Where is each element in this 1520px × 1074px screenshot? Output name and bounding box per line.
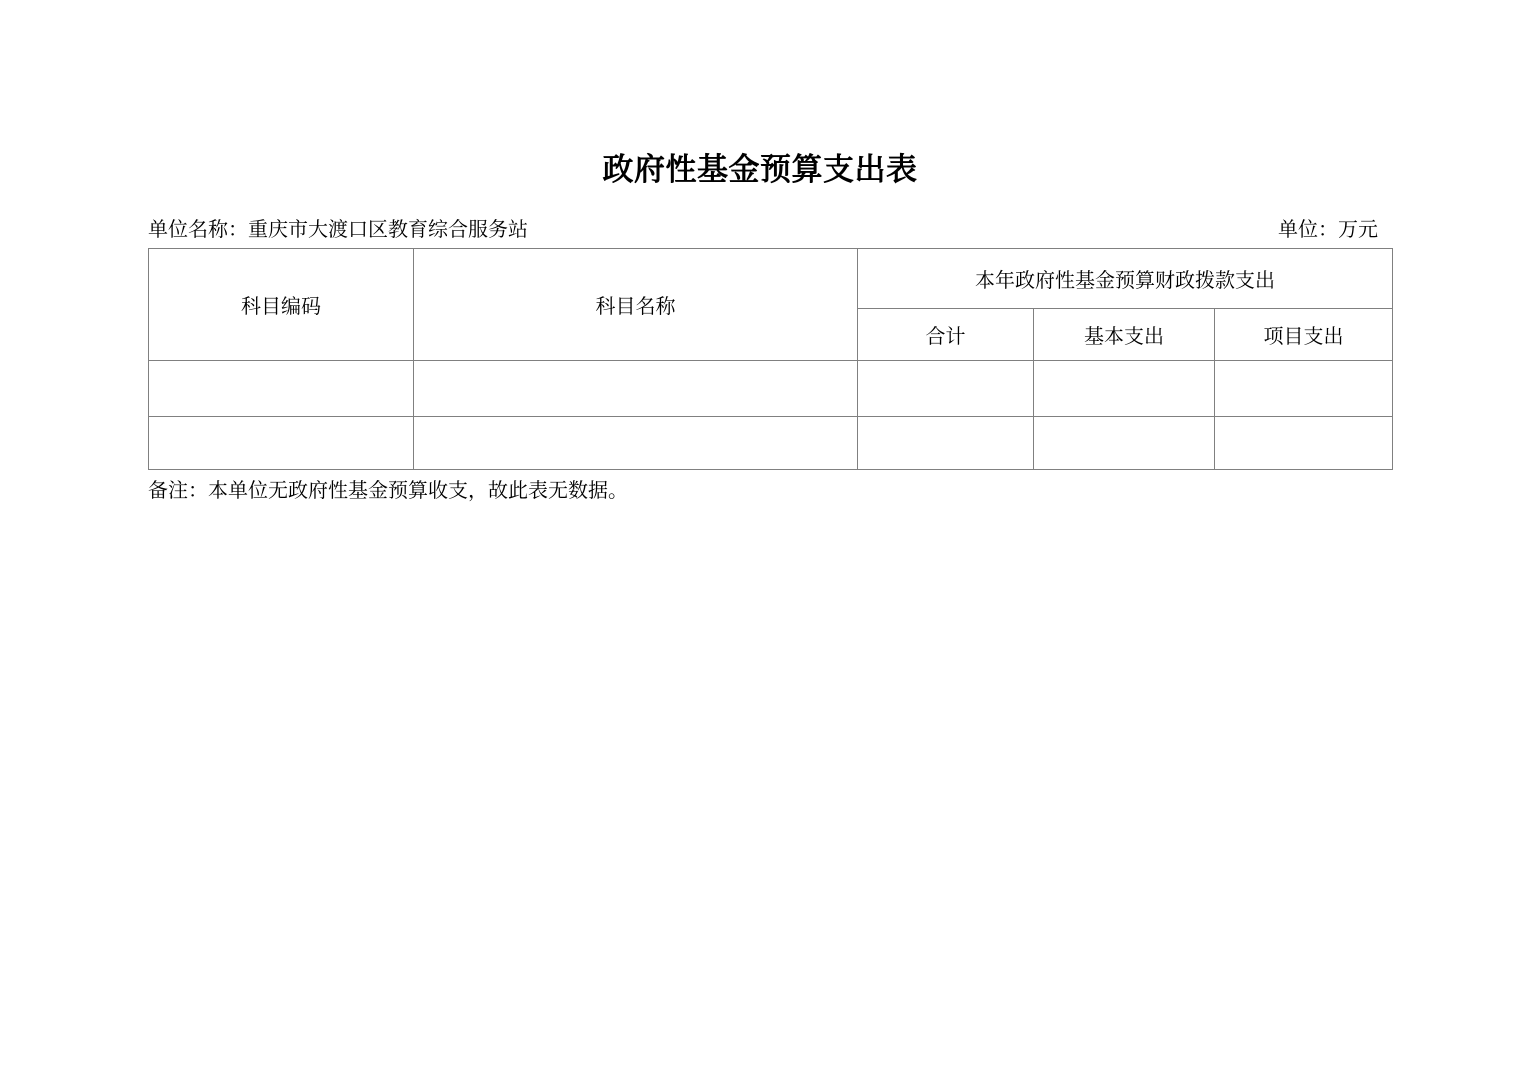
page-title: 政府性基金预算支出表 [602,152,918,187]
table-cell [414,417,858,470]
table-cell [149,361,414,417]
table-cell [414,361,858,417]
header-basic-expenditure: 基本支出 [1034,309,1215,361]
table-cell [1215,361,1393,417]
table-header-row-1 [149,249,1393,309]
table-cell [858,417,1034,470]
remark-note: 备注：本单位无政府性基金预算收支，故此表无数据。 [148,480,628,502]
table-cell [1034,361,1215,417]
table-cell [1215,417,1393,470]
header-subject-code: 科目编码 [149,249,414,361]
table-cell [858,361,1034,417]
header-total: 合计 [858,309,1034,361]
table-row [149,417,1393,470]
budget-table [148,248,1393,470]
meta-row [148,218,1392,242]
table-cell [1034,417,1215,470]
currency-unit-label: 单位：万元 [1278,219,1378,241]
header-group-expenditure: 本年政府性基金预算财政拨款支出 [858,249,1393,309]
header-subject-name: 科目名称 [414,249,858,361]
table-row [149,361,1393,417]
table-cell [149,417,414,470]
unit-name-label: 单位名称：重庆市大渡口区教育综合服务站 [148,219,528,241]
header-project-expenditure: 项目支出 [1215,309,1393,361]
